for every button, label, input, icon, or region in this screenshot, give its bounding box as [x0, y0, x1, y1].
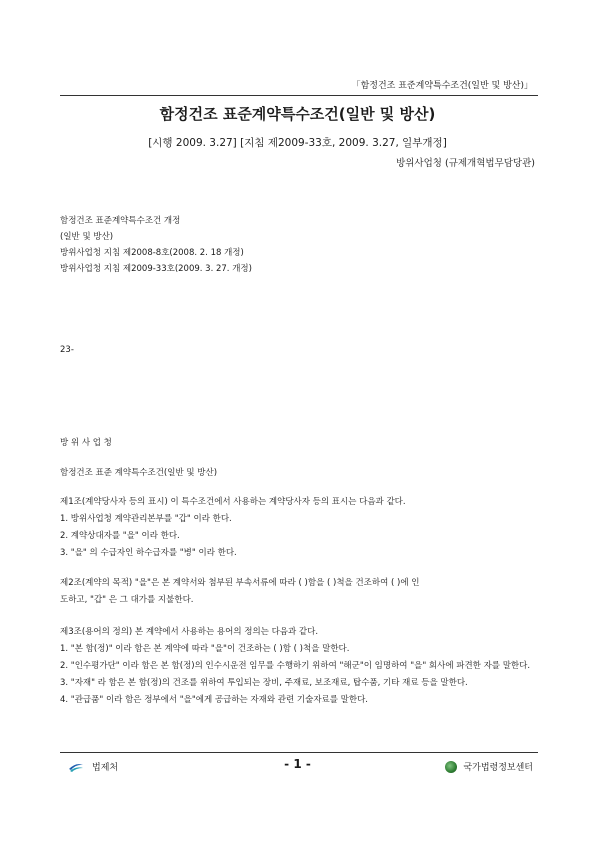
footer-right-label: 국가법령정보센터 [463, 763, 533, 773]
history-line: 함정건조 표준계약특수조건 개정 [60, 216, 181, 226]
article-1-item: 3. "을" 의 수급자인 하수급자를 "병" 이라 한다. [60, 548, 237, 558]
enforcement-info: [시행 2009. 3.27] [지침 제2009-33호, 2009. 3.27, 일부개정] [148, 137, 447, 149]
document-heading: 함정건조 표준 계약특수조건(일반 및 방산) [60, 468, 218, 478]
article-3-item: 1. "본 함(정)" 이라 함은 본 계약에 따라 "을"이 건조하는 ( )함 ( )척을 말한다. [60, 644, 350, 654]
history-line: (일반 및 방산) [60, 232, 114, 242]
header-divider [60, 95, 538, 96]
page-number: - 1 - [284, 757, 311, 771]
footer-divider [60, 752, 538, 753]
article-2-line: 제2조(계약의 목적) "을"은 본 계약서와 첨부된 부속서류에 따라 ( )함을 ( )척을 건조하여 ( )에 인 [60, 578, 420, 588]
article-1-lead: 제1조(계약당사자 등의 표시) 이 특수조건에서 사용하는 계약당사자 등의 표시는 다음과 같다. [60, 497, 406, 507]
article-3-item: 2. "인수평가단" 이라 함은 본 함(정)의 인수시운전 임무를 수행하기 위하여 "해군"이 임명하여 "을" 회사에 파견한 자를 말한다. [60, 661, 531, 671]
article-3-item: 4. "관급품" 이라 함은 정부에서 "을"에게 공급하는 자재와 관련 기술자료를 말한다. [60, 695, 369, 705]
article-3-item: 3. "자재" 라 함은 본 함(정)의 건조를 위하여 투입되는 장비, 주재료, 보조재료, 탑수품, 기타 재료 등을 말한다. [60, 678, 468, 688]
number-marker: 23- [60, 345, 74, 355]
running-header: 「함정건조 표준계약특수조건(일반 및 방산)」 [351, 81, 533, 91]
department: 방위사업청 (규제개혁법무담당관) [396, 158, 535, 169]
agency-name: 방 위 사 업 청 [60, 438, 112, 448]
footer-right [445, 760, 533, 773]
article-1 [60, 494, 538, 562]
article-3 [60, 624, 538, 709]
document-title: 함정건조 표준계약특수조건(일반 및 방산) [159, 105, 436, 123]
article-3-lead: 제3조(용어의 정의) 본 계약에서 사용하는 용어의 정의는 다음과 같다. [60, 627, 319, 637]
article-2-line: 도하고, "갑" 은 그 대가를 지불한다. [60, 595, 194, 605]
article-1-item: 2. 계약상대자를 "을" 이라 한다. [60, 531, 180, 541]
footer-left-label: 법제처 [92, 763, 119, 773]
article-1-item: 1. 방위사업청 계약관리본부를 "갑" 이라 한다. [60, 514, 232, 524]
history-line: 방위사업청 지침 제2009-33호(2009. 3. 27. 개정) [60, 264, 252, 274]
law-center-logo-icon [445, 761, 457, 773]
article-2 [60, 575, 538, 609]
history-line: 방위사업청 지침 제2008-8호(2008. 2. 18 개정) [60, 248, 244, 258]
